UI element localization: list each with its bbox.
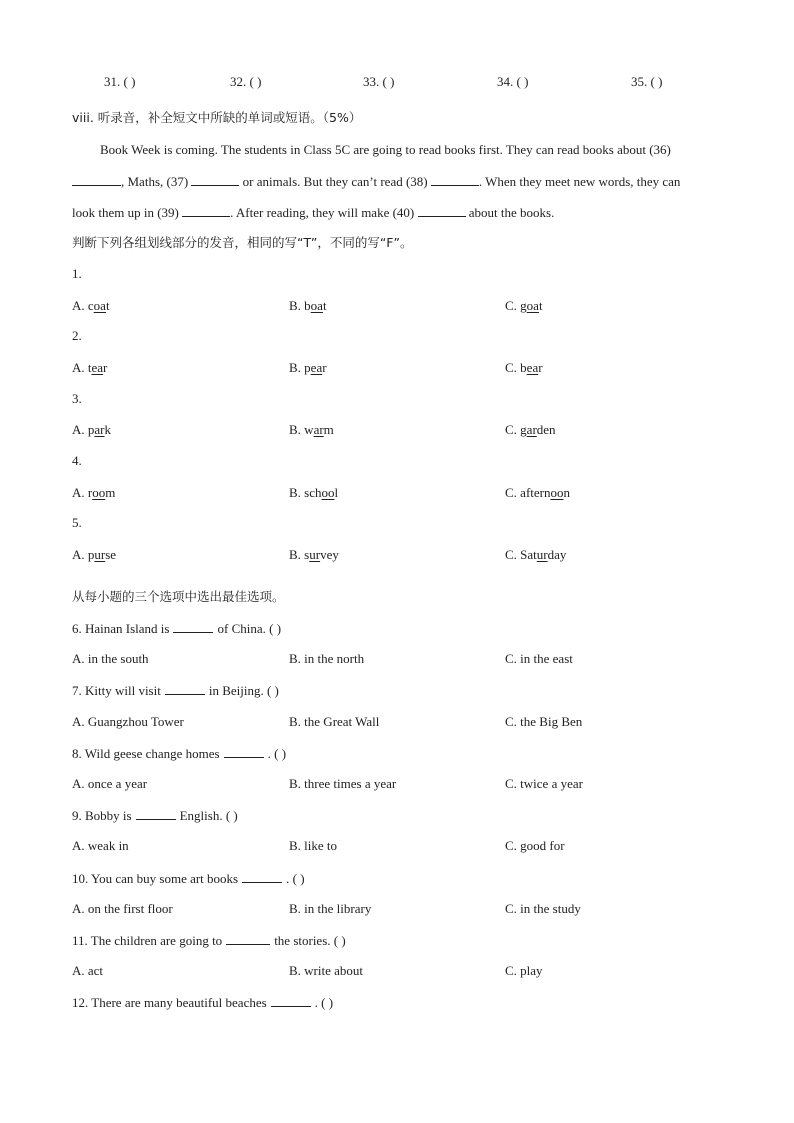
question-6 xyxy=(72,620,281,637)
choice-option-c[interactable]: C. twice a year xyxy=(505,776,583,791)
question-text: of China. ( ) xyxy=(217,621,282,636)
underlined-letters: ar xyxy=(313,422,324,437)
answer-blank[interactable] xyxy=(224,745,264,758)
blank-37[interactable] xyxy=(191,173,239,186)
phonics-option-b xyxy=(289,298,327,314)
option-text: den xyxy=(536,422,556,437)
question-text: 12. There are many beautiful beaches xyxy=(72,995,267,1010)
section-viii-title: viii. 听录音，补全短文中所缺的单词或短语。（5%） xyxy=(72,110,362,125)
option-text: B. w xyxy=(289,422,314,437)
answer-slot-34[interactable]: 34. ( ) xyxy=(497,74,529,89)
choice-option-b[interactable]: B. like to xyxy=(289,838,338,853)
question-9 xyxy=(72,807,238,824)
passage-text: , Maths, (37) xyxy=(121,174,189,189)
choice-option-b[interactable]: B. in the library xyxy=(289,901,372,916)
option-text: A. p xyxy=(72,547,95,562)
phonics-option-a xyxy=(72,485,115,501)
option-text: t xyxy=(538,298,543,313)
phonics-option-b xyxy=(289,485,338,501)
answer-blank[interactable] xyxy=(173,620,213,633)
passage-text: . After reading, they will make (40) xyxy=(230,205,415,220)
option-text: m xyxy=(105,485,116,500)
option-text: C. g xyxy=(505,422,527,437)
passage-text: or animals. But they can’t read (38) xyxy=(242,174,428,189)
phonics-option-c xyxy=(505,360,543,376)
passage-text: about the books. xyxy=(468,205,555,220)
phonics-option-c xyxy=(505,547,566,563)
question-text: 9. Bobby is xyxy=(72,808,132,823)
phonics-item-number: 5. xyxy=(72,515,82,530)
option-text: A. p xyxy=(72,422,95,437)
underlined-letters: ar xyxy=(94,422,105,437)
passage-line-2 xyxy=(72,173,724,190)
passage-line-1: Book Week is coming. The students in Class 5C are going to read books first. They can read books about (36) xyxy=(100,142,671,157)
choice-option-a[interactable]: A. Guangzhou Tower xyxy=(72,714,184,729)
answer-blank[interactable] xyxy=(271,994,311,1007)
underlined-letters: ea xyxy=(91,360,104,375)
phonics-item-number: 2. xyxy=(72,328,82,343)
question-text: . ( ) xyxy=(267,746,287,761)
option-text: C. aftern xyxy=(505,485,551,500)
question-7 xyxy=(72,682,279,699)
question-10 xyxy=(72,870,305,887)
underlined-letters: ur xyxy=(94,547,106,562)
question-12 xyxy=(72,994,333,1011)
underlined-letters: oa xyxy=(526,298,539,313)
phonics-option-b xyxy=(289,547,339,563)
question-text: English. ( ) xyxy=(179,808,238,823)
choice-option-c[interactable]: C. play xyxy=(505,963,543,978)
question-text: . ( ) xyxy=(286,871,305,886)
blank-36[interactable] xyxy=(72,173,121,186)
choice-option-b[interactable]: B. write about xyxy=(289,963,364,978)
answer-slot-33[interactable]: 33. ( ) xyxy=(363,74,395,89)
choice-option-c[interactable]: C. in the east xyxy=(505,651,573,666)
phonics-option-b xyxy=(289,360,327,376)
choice-option-c[interactable]: C. good for xyxy=(505,838,565,853)
passage-line-3 xyxy=(72,204,724,221)
question-text: . ( ) xyxy=(314,995,334,1010)
phonics-option-a xyxy=(72,298,110,314)
choice-option-b[interactable]: B. the Great Wall xyxy=(289,714,380,729)
choice-title: 从每小题的三个选项中选出最佳选项。 xyxy=(72,589,285,604)
choice-option-a[interactable]: A. weak in xyxy=(72,838,129,853)
option-text: C. g xyxy=(505,298,527,313)
option-text: B. b xyxy=(289,298,311,313)
underlined-letters: ur xyxy=(536,547,548,562)
answer-slot-32[interactable]: 32. ( ) xyxy=(230,74,262,89)
phonics-option-c xyxy=(505,422,556,438)
answer-slot-31[interactable]: 31. ( ) xyxy=(104,74,136,89)
option-text: C. b xyxy=(505,360,527,375)
question-text: 11. The children are going to xyxy=(72,933,223,948)
option-text: B. s xyxy=(289,547,310,562)
question-text: in Beijing. ( ) xyxy=(208,683,279,698)
underlined-letters: oo xyxy=(550,485,564,500)
answer-blank[interactable] xyxy=(226,932,270,945)
underlined-letters: oo xyxy=(321,485,335,500)
answer-blank[interactable] xyxy=(136,807,176,820)
phonics-option-a xyxy=(72,547,116,563)
underlined-letters: ea xyxy=(310,360,323,375)
phonics-item-number: 4. xyxy=(72,453,82,468)
choice-option-c[interactable]: C. in the study xyxy=(505,901,581,916)
passage-text: look them up in (39) xyxy=(72,205,179,220)
underlined-letters: ar xyxy=(526,422,537,437)
choice-option-b[interactable]: B. in the north xyxy=(289,651,365,666)
phonics-option-b xyxy=(289,422,334,438)
option-text: t xyxy=(322,298,327,313)
underlined-letters: oa xyxy=(310,298,323,313)
option-text: m xyxy=(323,422,334,437)
option-text: r xyxy=(103,360,108,375)
option-text: day xyxy=(547,547,567,562)
blank-40[interactable] xyxy=(418,204,466,217)
underlined-letters: oo xyxy=(92,485,106,500)
question-text: 10. You can buy some art books xyxy=(72,871,239,886)
phonics-item-number: 3. xyxy=(72,391,82,406)
option-text: A. r xyxy=(72,485,93,500)
answer-blank[interactable] xyxy=(242,870,282,883)
question-text: the stories. ( ) xyxy=(274,933,346,948)
phonics-option-c xyxy=(505,485,570,501)
choice-option-c[interactable]: C. the Big Ben xyxy=(505,714,583,729)
blank-38[interactable] xyxy=(431,173,479,186)
option-text: B. p xyxy=(289,360,311,375)
option-text: B. sch xyxy=(289,485,322,500)
choice-option-a[interactable]: A. on the first floor xyxy=(72,901,173,916)
question-text: 8. Wild geese change homes xyxy=(72,746,220,761)
option-text: k xyxy=(104,422,111,437)
option-text: n xyxy=(563,485,570,500)
phonics-option-a xyxy=(72,422,111,438)
question-text: 7. Kitty will visit xyxy=(72,683,161,698)
question-8 xyxy=(72,745,286,762)
choice-option-b[interactable]: B. three times a year xyxy=(289,776,397,791)
phonics-option-c xyxy=(505,298,543,314)
option-text: r xyxy=(322,360,327,375)
option-text: t xyxy=(105,298,110,313)
choice-option-a[interactable]: A. in the south xyxy=(72,651,149,666)
question-text: 6. Hainan Island is xyxy=(72,621,170,636)
passage-text: . When they meet new words, they can xyxy=(478,174,681,189)
underlined-letters: ea xyxy=(526,360,539,375)
option-text: C. Sat xyxy=(505,547,537,562)
phonics-option-a xyxy=(72,360,107,376)
underlined-letters: oa xyxy=(93,298,106,313)
blank-39[interactable] xyxy=(182,204,230,217)
phonics-title: 判断下列各组划线部分的发音，相同的写“T”，不同的写“F”。 xyxy=(72,235,413,250)
answer-blank[interactable] xyxy=(165,682,205,695)
option-text: vey xyxy=(320,547,339,562)
option-text: r xyxy=(538,360,543,375)
option-text: A. c xyxy=(72,298,94,313)
choice-option-a[interactable]: A. act xyxy=(72,963,104,978)
option-text: se xyxy=(105,547,117,562)
choice-option-a[interactable]: A. once a year xyxy=(72,776,148,791)
phonics-item-number: 1. xyxy=(72,266,82,281)
option-text: l xyxy=(334,485,339,500)
question-11 xyxy=(72,932,346,949)
option-text: A. t xyxy=(72,360,92,375)
underlined-letters: ur xyxy=(309,547,321,562)
answer-slot-35[interactable]: 35. ( ) xyxy=(631,74,663,89)
